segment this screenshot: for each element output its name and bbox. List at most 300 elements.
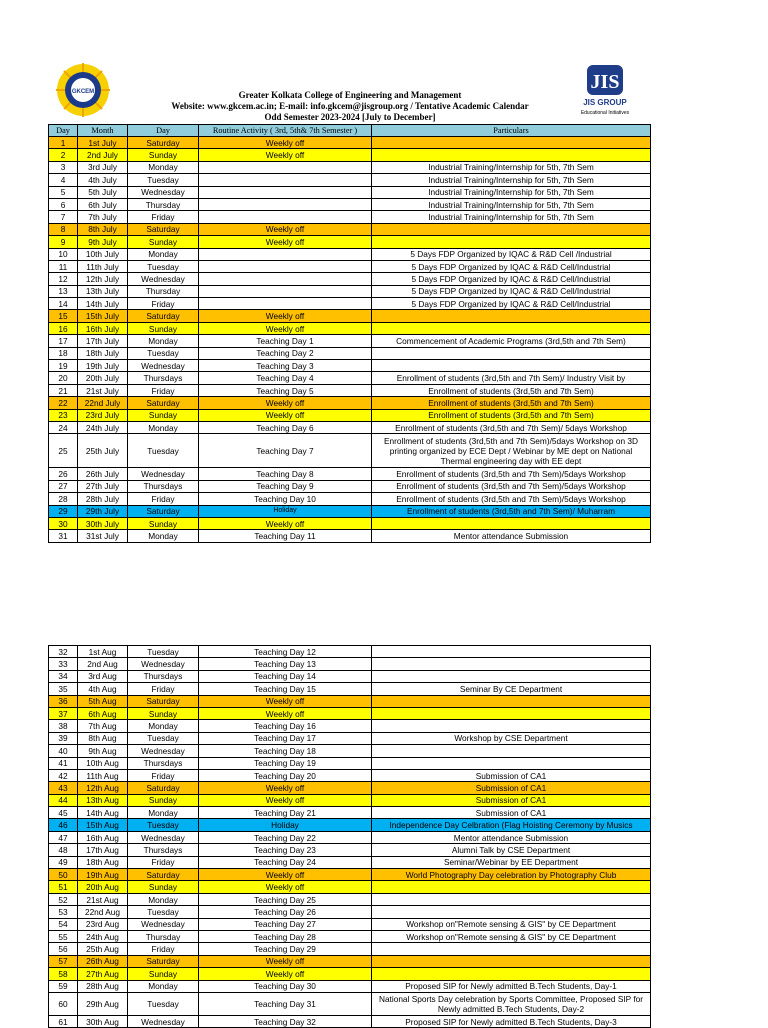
particulars-cell [372,658,651,670]
table-row [49,285,651,297]
date-cell: 22nd July [78,397,128,409]
table-row [49,517,651,529]
particulars-cell: Enrollment of students (3rd,5th and 7th Sem) [372,384,651,396]
weekday-cell: Friday [128,211,199,223]
weekday-cell: Friday [128,769,199,781]
particulars-cell [372,149,651,161]
routine-activity-cell: Weekly off [199,310,372,322]
routine-activity-cell: Weekly off [199,137,372,149]
calendar-header [0,0,768,124]
day-number-cell: 25 [49,434,78,468]
routine-activity-cell: Teaching Day 29 [199,943,372,955]
particulars-cell: 5 Days FDP Organized by IQAC & R&D Cell/Industrial [372,285,651,297]
day-number-cell: 56 [49,943,78,955]
routine-activity-cell: Teaching Day 16 [199,720,372,732]
particulars-cell: Submission of CA1 [372,769,651,781]
routine-activity-cell: Weekly off [199,397,372,409]
particulars-cell: Industrial Training/Internship for 5th, 7th Sem [372,198,651,210]
day-number-cell: 40 [49,745,78,757]
date-cell: 2nd Aug [78,658,128,670]
table-row [49,683,651,695]
date-cell: 9th Aug [78,745,128,757]
weekday-cell: Sunday [128,236,199,248]
particulars-cell: 5 Days FDP Organized by IQAC & R&D Cell /Industrial [372,248,651,260]
date-cell: 13th Aug [78,794,128,806]
table-row [49,335,651,347]
particulars-cell [372,517,651,529]
table-row [49,223,651,235]
table-row [49,360,651,372]
routine-activity-cell: Teaching Day 11 [199,530,372,542]
college-logo-icon [56,63,110,117]
routine-activity-cell: Weekly off [199,223,372,235]
col-header-routine-activity: Routine Activity ( 3rd, 5th& 7th Semester ) [199,125,372,137]
weekday-cell: Thursday [128,930,199,942]
weekday-cell: Friday [128,856,199,868]
day-number-cell: 5 [49,186,78,198]
date-cell: 23rd July [78,409,128,421]
particulars-cell: Submission of CA1 [372,807,651,819]
particulars-cell [372,322,651,334]
date-cell: 8th July [78,223,128,235]
routine-activity-cell: Teaching Day 4 [199,372,372,384]
day-number-cell: 22 [49,397,78,409]
august-calendar-table [48,645,651,1028]
date-cell: 26th July [78,468,128,480]
routine-activity-cell: Teaching Day 22 [199,831,372,843]
weekday-cell: Wednesday [128,1015,199,1027]
routine-activity-cell [199,248,372,260]
weekday-cell: Friday [128,493,199,505]
table-row [49,298,651,310]
date-cell: 17th July [78,335,128,347]
routine-activity-cell [199,161,372,173]
day-number-cell: 32 [49,646,78,658]
weekday-cell: Monday [128,335,199,347]
table-row [49,409,651,421]
table-row [49,186,651,198]
day-number-cell: 46 [49,819,78,831]
table-row [49,819,651,831]
particulars-cell: Enrollment of students (3rd,5th and 7th Sem)/5days Workshop [372,480,651,492]
table-row [49,322,651,334]
weekday-cell: Thursdays [128,844,199,856]
routine-activity-cell: Teaching Day 19 [199,757,372,769]
table-row [49,493,651,505]
date-cell: 22nd Aug [78,906,128,918]
routine-activity-cell: Weekly off [199,517,372,529]
routine-activity-cell [199,285,372,297]
particulars-cell [372,137,651,149]
date-cell: 6th Aug [78,707,128,719]
weekday-cell: Thursdays [128,670,199,682]
routine-activity-cell: Weekly off [199,695,372,707]
table-row [49,745,651,757]
day-number-cell: 41 [49,757,78,769]
routine-activity-cell [199,273,372,285]
date-cell: 16th Aug [78,831,128,843]
routine-activity-cell: Teaching Day 14 [199,670,372,682]
routine-activity-cell: Weekly off [199,968,372,980]
weekday-cell: Sunday [128,968,199,980]
weekday-cell: Wednesday [128,831,199,843]
weekday-cell: Friday [128,298,199,310]
weekday-cell: Saturday [128,137,199,149]
date-cell: 11th July [78,260,128,272]
august-rows [49,646,651,1028]
particulars-cell [372,236,651,248]
table-row [49,943,651,955]
weekday-cell: Monday [128,421,199,433]
day-number-cell: 44 [49,794,78,806]
date-cell: 5th July [78,186,128,198]
weekday-cell: Friday [128,384,199,396]
weekday-cell: Monday [128,980,199,992]
table-row [49,384,651,396]
routine-activity-cell: Weekly off [199,955,372,967]
table-row [49,720,651,732]
july-rows [49,137,651,543]
date-cell: 13th July [78,285,128,297]
routine-activity-cell: Teaching Day 12 [199,646,372,658]
table-row [49,198,651,210]
date-cell: 15th July [78,310,128,322]
table-row [49,236,651,248]
particulars-cell [372,310,651,322]
particulars-cell: Enrollment of students (3rd,5th and 7th Sem)/ Muharram [372,505,651,517]
weekday-cell: Sunday [128,149,199,161]
routine-activity-cell: Teaching Day 6 [199,421,372,433]
routine-activity-cell: Weekly off [199,794,372,806]
particulars-cell [372,670,651,682]
day-number-cell: 2 [49,149,78,161]
particulars-cell: World Photography Day celebration by Photography Club [372,869,651,881]
particulars-cell: Enrollment of students (3rd,5th and 7th Sem)/ Industry Visit by [372,372,651,384]
date-cell: 16th July [78,322,128,334]
particulars-cell: Proposed SIP for Newly admitted B.Tech Students, Day-3 [372,1015,651,1027]
particulars-cell [372,757,651,769]
table-row [49,955,651,967]
weekday-cell: Tuesday [128,260,199,272]
routine-activity-cell: Teaching Day 9 [199,480,372,492]
particulars-cell: Proposed SIP for Newly admitted B.Tech Students, Day-1 [372,980,651,992]
weekday-cell: Thursday [128,198,199,210]
weekday-cell: Wednesday [128,918,199,930]
weekday-cell: Saturday [128,505,199,517]
date-cell: 10th Aug [78,757,128,769]
date-cell: 24th Aug [78,930,128,942]
routine-activity-cell: Teaching Day 1 [199,335,372,347]
day-number-cell: 49 [49,856,78,868]
routine-activity-cell [199,260,372,272]
routine-activity-cell: Teaching Day 23 [199,844,372,856]
day-number-cell: 60 [49,992,78,1015]
particulars-cell [372,943,651,955]
day-number-cell: 33 [49,658,78,670]
day-number-cell: 35 [49,683,78,695]
routine-activity-cell: Teaching Day 32 [199,1015,372,1027]
routine-activity-cell: Teaching Day 31 [199,992,372,1015]
col-header-particulars: Particulars [372,125,651,137]
particulars-cell [372,347,651,359]
routine-activity-cell: Teaching Day 20 [199,769,372,781]
particulars-cell: Workshop on"Remote sensing & GIS" by CE Department [372,918,651,930]
day-number-cell: 7 [49,211,78,223]
weekday-cell: Wednesday [128,745,199,757]
date-cell: 24th July [78,421,128,433]
date-cell: 29th Aug [78,992,128,1015]
weekday-cell: Tuesday [128,819,199,831]
particulars-cell: Industrial Training/Internship for 5th, 7th Sem [372,186,651,198]
particulars-cell [372,695,651,707]
table-row [49,757,651,769]
weekday-cell: Tuesday [128,646,199,658]
date-cell: 7th Aug [78,720,128,732]
table-row [49,273,651,285]
weekday-cell: Monday [128,161,199,173]
table-row [49,732,651,744]
table-row [49,831,651,843]
day-number-cell: 61 [49,1015,78,1027]
table-row [49,782,651,794]
weekday-cell: Sunday [128,409,199,421]
day-number-cell: 54 [49,918,78,930]
table-row [49,893,651,905]
date-cell: 14th Aug [78,807,128,819]
day-number-cell: 24 [49,421,78,433]
date-cell: 3rd July [78,161,128,173]
date-cell: 5th Aug [78,695,128,707]
table-row [49,992,651,1015]
table-row [49,807,651,819]
table-row [49,149,651,161]
date-cell: 3rd Aug [78,670,128,682]
date-cell: 1st Aug [78,646,128,658]
routine-activity-cell: Holiday [199,819,372,831]
weekday-cell: Monday [128,893,199,905]
weekday-cell: Saturday [128,397,199,409]
date-cell: 31st July [78,530,128,542]
jis-tagline: Educational Initiatives [580,110,630,116]
date-cell: 2nd July [78,149,128,161]
routine-activity-cell: Teaching Day 27 [199,918,372,930]
routine-activity-cell: Teaching Day 30 [199,980,372,992]
table-row [49,421,651,433]
particulars-cell [372,720,651,732]
table-row [49,707,651,719]
day-number-cell: 52 [49,893,78,905]
particulars-cell [372,745,651,757]
routine-activity-cell: Weekly off [199,236,372,248]
particulars-cell [372,955,651,967]
routine-activity-cell [199,198,372,210]
date-cell: 1st July [78,137,128,149]
routine-activity-cell: Teaching Day 18 [199,745,372,757]
table-row [49,468,651,480]
particulars-cell: 5 Days FDP Organized by IQAC & R&D Cell/Industrial [372,298,651,310]
col-header-weekday: Day [128,125,199,137]
jis-group-logo-icon [575,64,635,120]
table-row [49,530,651,542]
weekday-cell: Sunday [128,881,199,893]
day-number-cell: 55 [49,930,78,942]
weekday-cell: Thursday [128,285,199,297]
day-number-cell: 50 [49,869,78,881]
weekday-cell: Wednesday [128,360,199,372]
date-cell: 17th Aug [78,844,128,856]
routine-activity-cell: Teaching Day 21 [199,807,372,819]
table-row [49,670,651,682]
table-row [49,211,651,223]
table-row [49,174,651,186]
routine-activity-cell: Teaching Day 28 [199,930,372,942]
table-row [49,980,651,992]
particulars-cell: Independence Day Celbration (Flag Hoisting Ceremony by Musics [372,819,651,831]
routine-activity-cell: Teaching Day 15 [199,683,372,695]
routine-activity-cell: Weekly off [199,149,372,161]
weekday-cell: Monday [128,807,199,819]
table-row [49,658,651,670]
day-number-cell: 14 [49,298,78,310]
col-header-month: Month [78,125,128,137]
table-row [49,1015,651,1027]
routine-activity-cell: Teaching Day 3 [199,360,372,372]
routine-activity-cell [199,186,372,198]
day-number-cell: 39 [49,732,78,744]
day-number-cell: 16 [49,322,78,334]
particulars-cell: Seminar By CE Department [372,683,651,695]
day-number-cell: 15 [49,310,78,322]
date-cell: 25th July [78,434,128,468]
routine-activity-cell [199,211,372,223]
day-number-cell: 23 [49,409,78,421]
weekday-cell: Sunday [128,517,199,529]
jis-logo-text: JIS [590,71,620,93]
routine-activity-cell: Teaching Day 26 [199,906,372,918]
particulars-cell: Seminar/Webinar by EE Department [372,856,651,868]
date-cell: 12th July [78,273,128,285]
weekday-cell: Saturday [128,869,199,881]
date-cell: 11th Aug [78,769,128,781]
table-row [49,505,651,517]
table-row [49,161,651,173]
date-cell: 14th July [78,298,128,310]
table-header-row [49,125,651,137]
day-number-cell: 20 [49,372,78,384]
weekday-cell: Tuesday [128,434,199,468]
weekday-cell: Thursdays [128,757,199,769]
particulars-cell: Mentor attendance Submission [372,831,651,843]
weekday-cell: Tuesday [128,992,199,1015]
particulars-cell [372,968,651,980]
date-cell: 27th July [78,480,128,492]
routine-activity-cell: Teaching Day 13 [199,658,372,670]
particulars-cell [372,906,651,918]
weekday-cell: Saturday [128,782,199,794]
particulars-cell: Enrollment of students (3rd,5th and 7th Sem)/5days Workshop [372,468,651,480]
particulars-cell [372,360,651,372]
jis-group-text: JIS GROUP [583,98,627,107]
table-row [49,906,651,918]
particulars-cell [372,707,651,719]
weekday-cell: Wednesday [128,658,199,670]
particulars-cell: Workshop by CSE Department [372,732,651,744]
weekday-cell: Sunday [128,322,199,334]
day-number-cell: 53 [49,906,78,918]
weekday-cell: Sunday [128,707,199,719]
date-cell: 10th July [78,248,128,260]
weekday-cell: Tuesday [128,906,199,918]
date-cell: 25th Aug [78,943,128,955]
weekday-cell: Thursdays [128,372,199,384]
weekday-cell: Friday [128,943,199,955]
routine-activity-cell: Teaching Day 7 [199,434,372,468]
table-row [49,930,651,942]
particulars-cell: Mentor attendance Submission [372,530,651,542]
particulars-cell: 5 Days FDP Organized by IQAC & R&D Cell/Industrial [372,273,651,285]
table-row [49,248,651,260]
table-row [49,968,651,980]
day-number-cell: 42 [49,769,78,781]
col-header-day-number: Day [49,125,78,137]
table-row [49,310,651,322]
routine-activity-cell: Teaching Day 17 [199,732,372,744]
table-row [49,646,651,658]
day-number-cell: 48 [49,844,78,856]
weekday-cell: Saturday [128,223,199,235]
table-row [49,347,651,359]
particulars-cell: Enrollment of students (3rd,5th and 7th Sem)/ 5days Workshop [372,421,651,433]
date-cell: 8th Aug [78,732,128,744]
routine-activity-cell: Teaching Day 24 [199,856,372,868]
date-cell: 15th Aug [78,819,128,831]
day-number-cell: 4 [49,174,78,186]
table-row [49,397,651,409]
day-number-cell: 3 [49,161,78,173]
table-row [49,856,651,868]
semester-title: Odd Semester 2023-2024 [July to December] [264,112,436,122]
date-cell: 20th Aug [78,881,128,893]
table-row [49,881,651,893]
particulars-cell [372,893,651,905]
table-row [49,769,651,781]
routine-activity-cell: Teaching Day 25 [199,893,372,905]
date-cell: 30th July [78,517,128,529]
date-cell: 23rd Aug [78,918,128,930]
date-cell: 19th July [78,360,128,372]
routine-activity-cell [199,298,372,310]
routine-activity-cell: Weekly off [199,322,372,334]
website-line: Website: www.gkcem.ac.in; E-mail: info.gkcem@jisgroup.org / Tentative Academic Calendar [171,101,529,111]
table-row [49,480,651,492]
day-number-cell: 45 [49,807,78,819]
day-number-cell: 29 [49,505,78,517]
particulars-cell: Enrollment of students (3rd,5th and 7th Sem) [372,397,651,409]
date-cell: 4th Aug [78,683,128,695]
weekday-cell: Monday [128,530,199,542]
day-number-cell: 9 [49,236,78,248]
weekday-cell: Saturday [128,310,199,322]
date-cell: 21st Aug [78,893,128,905]
date-cell: 9th July [78,236,128,248]
date-cell: 4th July [78,174,128,186]
weekday-cell: Wednesday [128,468,199,480]
day-number-cell: 57 [49,955,78,967]
particulars-cell: Industrial Training/Internship for 5th, 7th Sem [372,174,651,186]
header-text [150,90,550,123]
day-number-cell: 1 [49,137,78,149]
day-number-cell: 27 [49,480,78,492]
